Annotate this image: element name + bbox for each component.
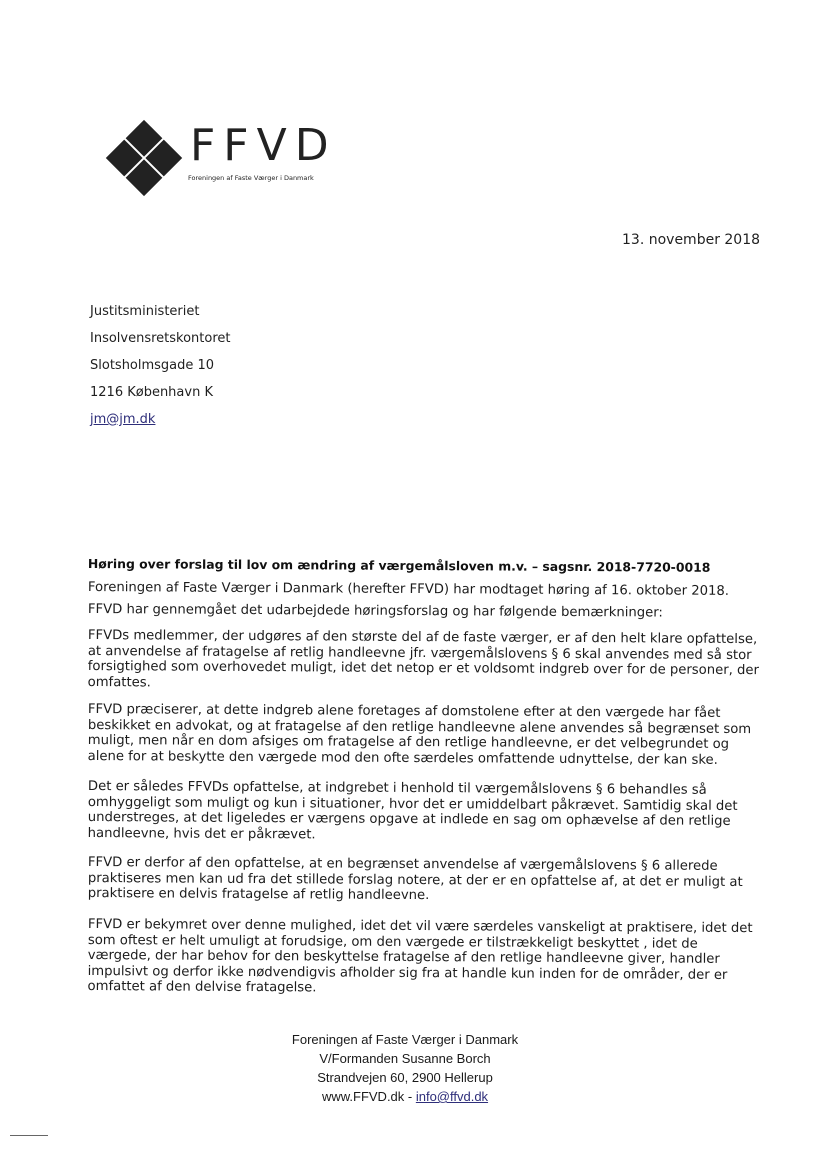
signature-block xyxy=(270,1030,540,1106)
paragraph-text: Foreningen af Faste Værger i Danmark (herefter FFVD) har modtaget høring af 16. oktober 2018. xyxy=(87,580,730,599)
body-paragraph xyxy=(88,855,760,906)
paragraph-text: FFVD er derfor af den opfattelse, at en begrænset anvendelse af værgemålslovens § 6 allerede praktiseres men kan ud fra det stillede forslag notere, at der er en opfattelse af, at det er muligt at praktisere en delvis fratagelse af retlig handleevne. xyxy=(87,855,743,904)
recipient-line: 1216 København K xyxy=(90,385,213,400)
body-paragraph xyxy=(88,702,760,768)
paragraph-text: FFVD er bekymret over denne mulighed, idet det vil være særdeles vanskeligt at praktisere, idet det som oftest er helt umuligt at forudsige, om den værgede er tilstrækkeligt beskyttet , idet de værgede, der har behov for den beskyttelse fratagelse af den retlige handleevne giver, handler impulsivt og derfor ikke nødvendigvis afholder sig fra at handle kun inden for de områder, der er omfattet af den delvise fratagelse. xyxy=(87,917,753,996)
body-paragraph xyxy=(88,580,760,600)
signature-address: Strandvejen 60, 2900 Hellerup xyxy=(317,1070,493,1085)
recipient-line: Justitsministeriet xyxy=(90,304,200,319)
paragraph-text: FFVD præciserer, at dette indgreb alene foretages af domstolene efter at den værgede har fået beskikket en advokat, og at fratagelse af den retlige handleevne alene anvendes så begrænset som muligt, men når en dom afsiges om fratagelse af den retlige handleevne, er det velbegrundet og alene for at beskytte den værgede mod den ofte særdeles omfattende udnyttelse, der kan ske. xyxy=(87,702,752,768)
body-paragraph xyxy=(88,602,760,622)
paragraph-text: Det er således FFVDs opfattelse, at indgrebet i henhold til værgemålslovens § 6 behandles så omhyggeligt som muligt og kun i situationer, hvor det er umiddelbart påkrævet. Samtidig skal det understreges, at det ligeledes er værgens opgave at indlede en sag om ophævelse af den retlige handleevne, hvis det er påkrævet. xyxy=(87,779,738,842)
letter-date: 13. november 2018 xyxy=(622,232,761,248)
signature-email-link[interactable]: info@ffvd.dk xyxy=(415,1089,489,1104)
four-diamond-tiles-icon xyxy=(104,118,184,198)
paragraph-text: FFVD har gennemgået det udarbejdede høringsforslag og har følgende bemærkninger: xyxy=(87,602,663,621)
paragraph-text: FFVDs medlemmer, der udgøres af den største del af de faste værger, er af den helt klare opfattelse, at anvendelse af fratagelse af retlig handleevne jfr. værgemålslovens § 6 skal anvendes med så stor forsigtighed som overhovedet muligt, idet det netop er et voldsomt indgreb over for de personer, der omfattes. xyxy=(87,628,759,690)
body-paragraph xyxy=(88,779,760,845)
website-link[interactable]: www.FFVD.dk xyxy=(321,1089,405,1104)
letter-subject: Høring over forslag til lov om ændring af værgemålsloven m.v. – sagsnr. 2018-7720-0018 xyxy=(87,556,711,575)
body-paragraph xyxy=(88,917,760,999)
recipient-line: Insolvensretskontoret xyxy=(90,331,231,346)
signature-chair: V/Formanden Susanne Borch xyxy=(319,1051,491,1066)
signature-contact xyxy=(270,1087,540,1106)
scan-artifact-line xyxy=(10,1135,48,1136)
letterhead-subtitle: Foreningen af Faste Værger i Danmark xyxy=(188,174,314,182)
contact-separator: - xyxy=(404,1089,416,1104)
recipient-address xyxy=(90,303,231,438)
letterhead-title: FFVD xyxy=(190,120,337,171)
recipient-email-link[interactable]: jm@jm.dk xyxy=(90,412,156,427)
signature-organization: Foreningen af Faste Værger i Danmark xyxy=(291,1032,519,1047)
recipient-line: Slotsholmsgade 10 xyxy=(90,358,215,373)
body-paragraph xyxy=(88,628,760,694)
